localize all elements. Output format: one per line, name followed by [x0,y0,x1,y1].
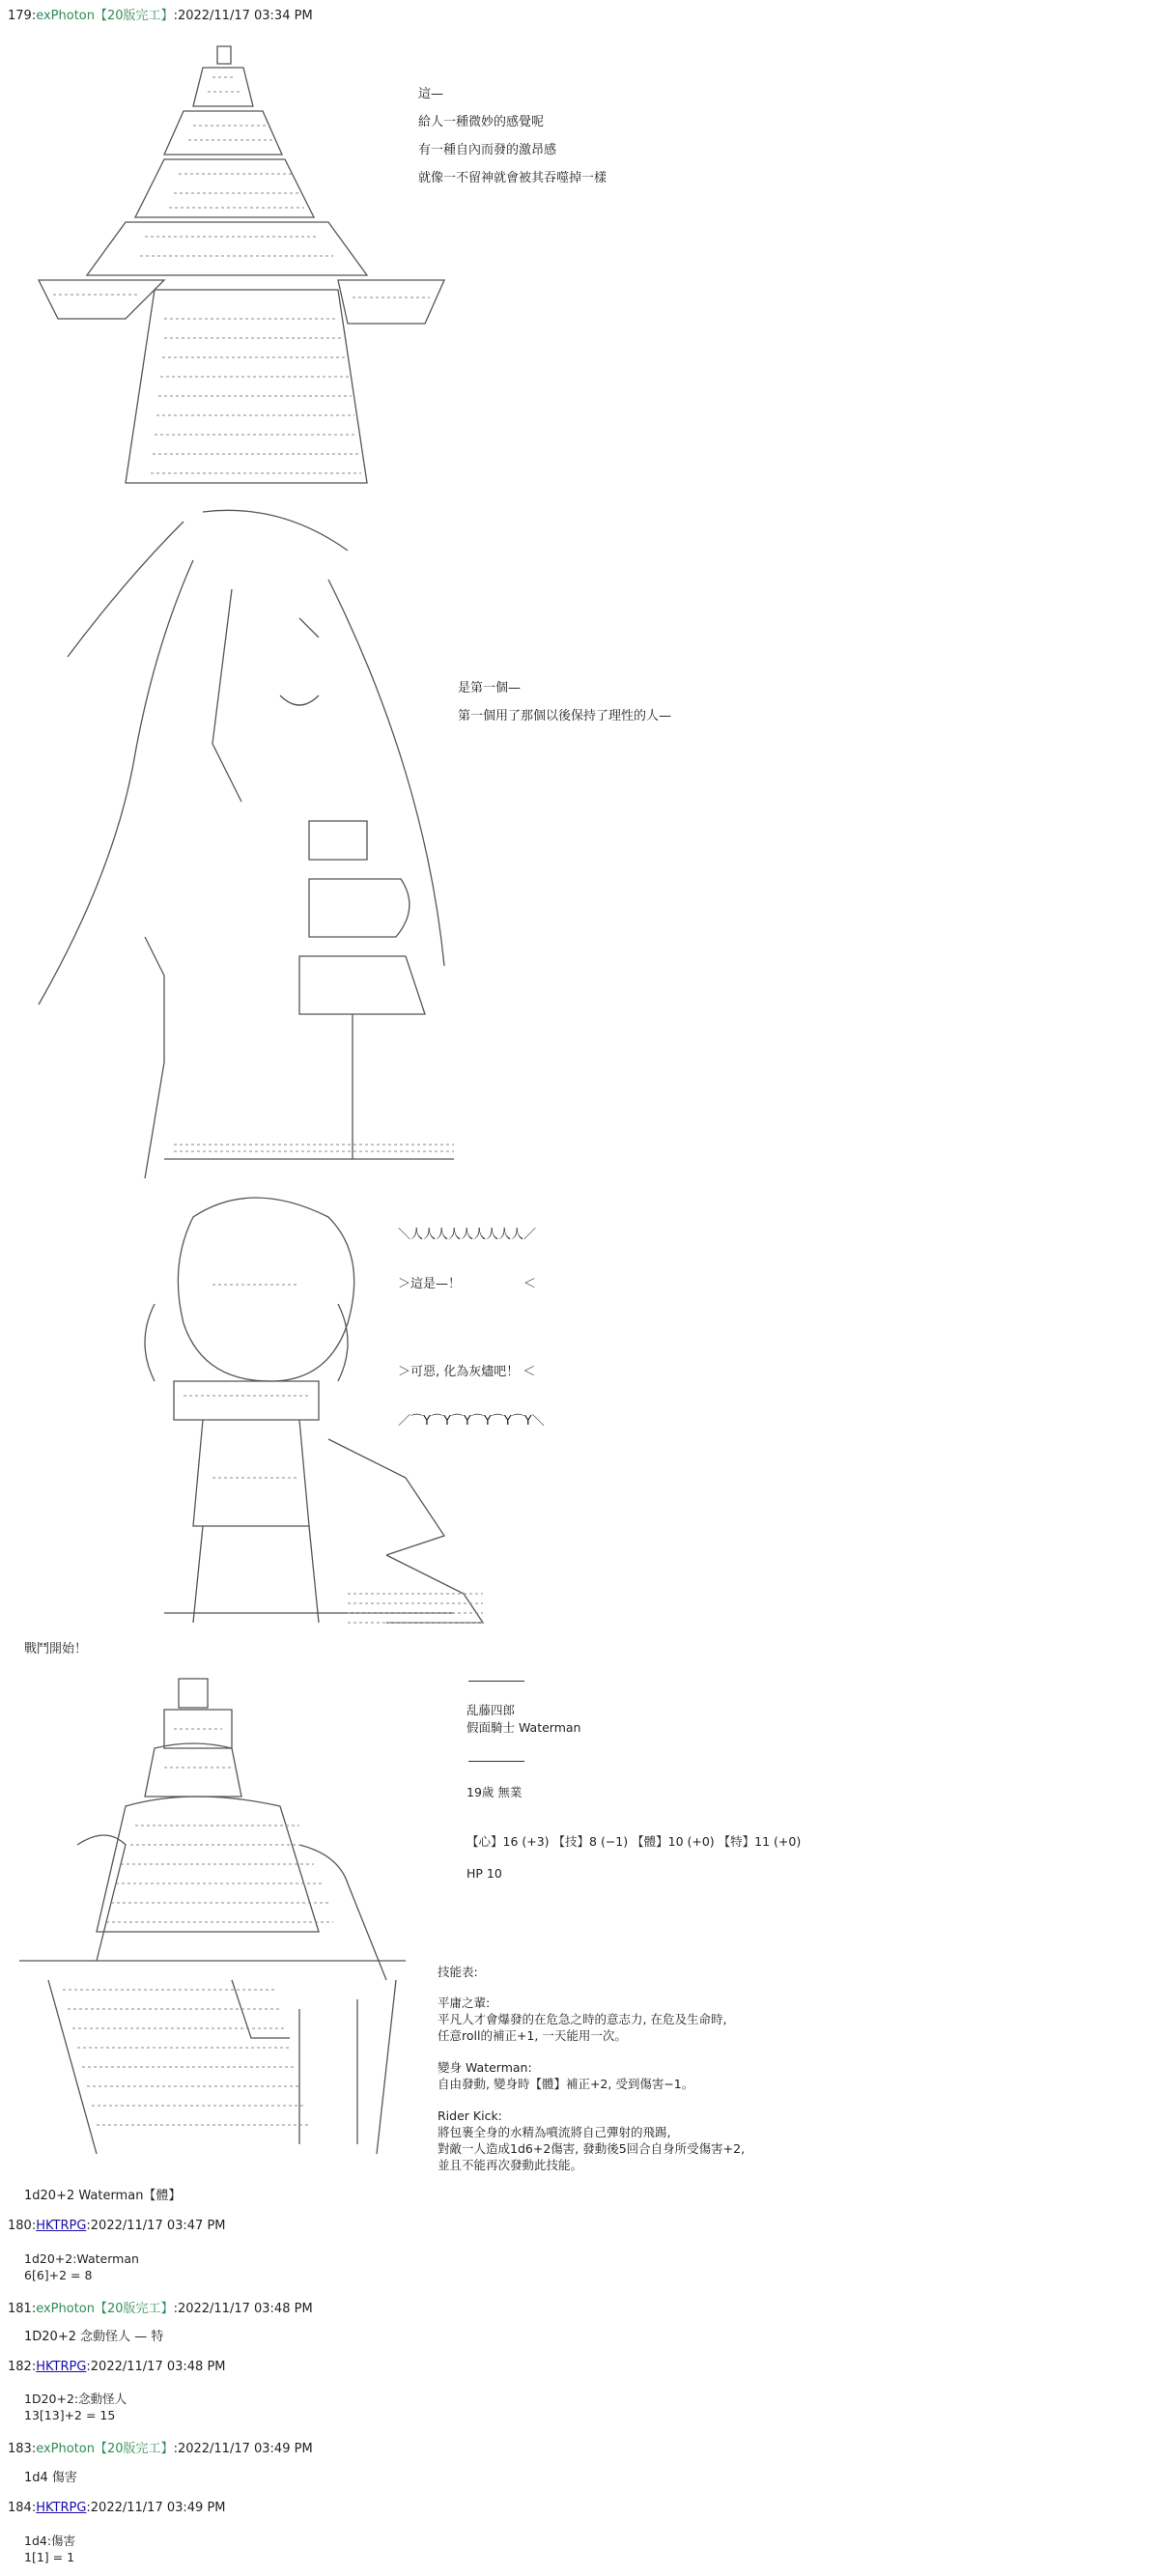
skill3-name: Rider Kick: [438,2109,502,2123]
divider [468,1681,524,1682]
dialogue-line: 第一個用了那個以後保持了理性的人— [458,709,672,723]
character-stats: 【心】16 (+3) 【技】8 (−1) 【體】10 (+0) 【特】11 (+0) [466,1834,802,1849]
post-number: 182 [8,2360,32,2374]
post-number: 181 [8,2302,32,2316]
roll-result: 13[13]+2 = 15 [24,2408,116,2422]
character-name: 乱藤四郎 [466,1703,516,1717]
post-header-181: 181:exPhoton【20版完工】:2022/11/17 03:48 PM [8,2302,313,2316]
roll-result: 1d20+2:Waterman [24,2251,139,2266]
skill1-desc: 任意roll的補正+1, 一天能用一次。 [438,2028,627,2043]
ascii-art-caped-rider [10,1671,415,2164]
roll-result: 1d4:傷害 [24,2534,76,2548]
dialogue-line: 給人一種微妙的感覺呢 [418,115,545,129]
dialogue-line: 是第一個— [458,681,522,695]
poster-name: exPhoton [36,2442,96,2456]
ascii-art-cloaked-figure [19,39,464,493]
skill1-name: 平庸之輩: [438,1996,491,2010]
skill3-desc: 將包裹全身的水精為噴流將自己彈射的飛踢, [438,2125,671,2139]
poster-name: exPhoton [36,9,96,23]
dialogue-line: ＞這是—！ ＜ [398,1277,537,1291]
skill1-desc: 平凡人才會爆發的在危急之時的意志力, 在危及生命時, [438,2012,727,2026]
post-number: 184 [8,2501,32,2515]
post-number: 183 [8,2442,32,2456]
roll-result: 6[6]+2 = 8 [24,2268,93,2282]
roll-command: 1D20+2 念動怪人 — 特 [24,2330,164,2344]
ascii-art-long-haired-figure [10,502,454,1178]
post-header-183: 183:exPhoton【20版完工】:2022/11/17 03:49 PM [8,2442,313,2456]
poster-name-link[interactable]: HKTRPG [36,2360,87,2374]
post-number: 180 [8,2219,32,2233]
post-header-179: 179:exPhoton【20版完工】:2022/11/17 03:34 PM [8,9,313,23]
roll-result: 1D20+2:念動怪人 [24,2392,127,2406]
poster-tag: 【20版完工】 [95,2302,174,2316]
bubble-border-bottom: ／⌒Y⌒Y⌒Y⌒Y⌒Y⌒Y＼ [398,1414,545,1429]
skill3-desc: 並且不能再次發動此技能。 [438,2158,583,2172]
poster-name-link[interactable]: HKTRPG [36,2219,87,2233]
dialogue-line: ＞可惡, 化為灰燼吧！ ＜ [398,1365,536,1379]
dialogue-line: 這— [418,87,444,101]
bubble-border-top: ＼人人人人人人人人人／ [398,1228,537,1242]
poster-tag: 【20版完工】 [95,9,174,23]
scene1-text [418,85,607,187]
post-header-180: 180:HKTRPG:2022/11/17 03:47 PM [8,2219,226,2233]
battle-start-text: 戰鬥開始！ [24,1642,88,1656]
post-header-184: 184:HKTRPG:2022/11/17 03:49 PM [8,2501,226,2515]
roll-command: 1d4 傷害 [24,2471,77,2485]
character-hp: HP 10 [466,1866,502,1881]
speech-bubble [398,1194,545,1446]
character-title: 假面騎士 Waterman [466,1720,581,1735]
skills-header: 技能表: [438,1965,478,1979]
post-header-182: 182:HKTRPG:2022/11/17 03:48 PM [8,2360,226,2374]
skill2-desc: 自由發動, 變身時【體】補正+2, 受到傷害−1。 [438,2077,694,2091]
scene2-text [458,679,671,725]
post-datetime: :2022/11/17 03:49 PM [173,2442,313,2456]
divider [468,1761,524,1762]
dialogue-line: 就像一不留神就會被其吞噬掉一樣 [418,171,608,185]
roll-command: 1d20+2 Waterman【體】 [24,2189,182,2203]
skill2-name: 變身 Waterman: [438,2060,532,2075]
post-number: 179 [8,9,32,23]
post-datetime: :2022/11/17 03:48 PM [173,2302,313,2316]
poster-tag: 【20版完工】 [95,2442,174,2456]
dialogue-line: 有一種自內而發的激昂感 [418,143,557,157]
post-datetime: :2022/11/17 03:49 PM [86,2501,226,2515]
post-datetime: :2022/11/17 03:47 PM [86,2219,226,2233]
post-datetime: :2022/11/17 03:34 PM [173,9,313,23]
roll-result: 1[1] = 1 [24,2550,75,2564]
poster-name: exPhoton [36,2302,96,2316]
poster-name-link[interactable]: HKTRPG [36,2501,87,2515]
post-datetime: :2022/11/17 03:48 PM [86,2360,226,2374]
character-age-job: 19歲 無業 [466,1785,523,1799]
skill3-desc: 對敵一人造成1d6+2傷害, 發動後5回合自身所受傷害+2, [438,2141,746,2156]
